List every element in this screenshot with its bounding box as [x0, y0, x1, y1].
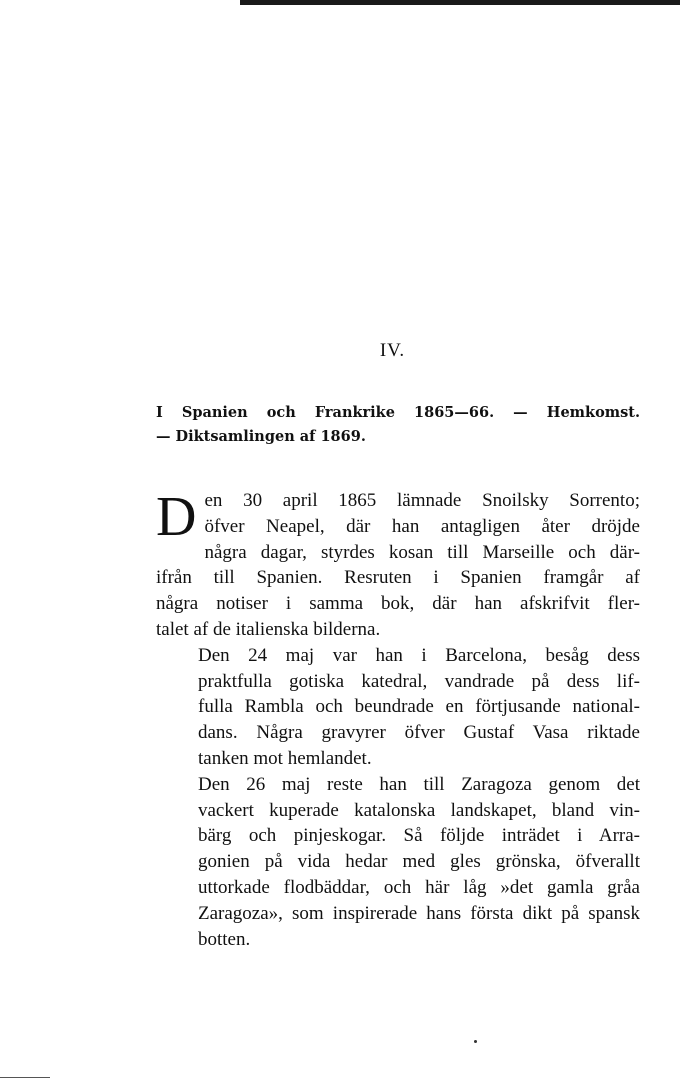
text-line: några notiser i samma bok, där han afskrifvit fler-: [156, 593, 640, 615]
text-line: ifrån till Spanien. Resruten i Spanien framgår af: [156, 567, 640, 589]
print-speck: [474, 1040, 477, 1043]
text-line: uttorkade flodbäddar, och här låg »det gamla gråa: [198, 876, 640, 898]
paragraph-1: [156, 488, 640, 643]
text-line: botten.: [198, 928, 251, 950]
text-line: bärg och pinjeskogar. Så följde inträdet i Arra-: [198, 825, 640, 847]
drop-cap: D: [156, 486, 197, 548]
text-line: öfver Neapel, där han antagligen åter dröjde: [204, 515, 640, 537]
text-line: Den 26 maj reste han till Zaragoza genom det: [198, 773, 640, 795]
text-line: Zaragoza», som inspirerade hans första dikt på spansk: [198, 902, 640, 924]
text-line: Den 24 maj var han i Barcelona, besåg dess: [198, 644, 640, 666]
text-line: tanken mot hemlandet.: [198, 747, 372, 769]
text-line: några dagar, styrdes kosan till Marseille och där-: [204, 541, 640, 563]
paragraph-2: [156, 643, 640, 772]
text-line: fulla Rambla och beundrade en förtjusande national-: [198, 696, 640, 718]
paragraph-3: [156, 772, 640, 953]
text-line: talet af de italienska bilderna.: [156, 618, 381, 640]
chapter-summary-line: — Diktsamlingen af 1869.: [156, 428, 366, 445]
chapter-summary-line: I Spanien och Frankrike 1865—66. — Hemkomst.: [156, 404, 640, 421]
text-line: vackert kuperade katalonska landskapet, bland vin-: [198, 799, 640, 821]
text-line: gonien på vida hedar med gles grönska, öfverallt: [198, 851, 640, 873]
text-line: praktfulla gotiska katedral, vandrade på dess lif-: [198, 670, 640, 692]
chapter-body: [156, 488, 640, 952]
chapter-summary: [156, 401, 640, 449]
text-line: en 30 april 1865 lämnade Snoilsky Sorrento;: [204, 490, 640, 511]
chapter-number: IV.: [379, 340, 406, 361]
text-line: dans. Några gravyrer öfver Gustaf Vasa riktade: [198, 722, 640, 744]
